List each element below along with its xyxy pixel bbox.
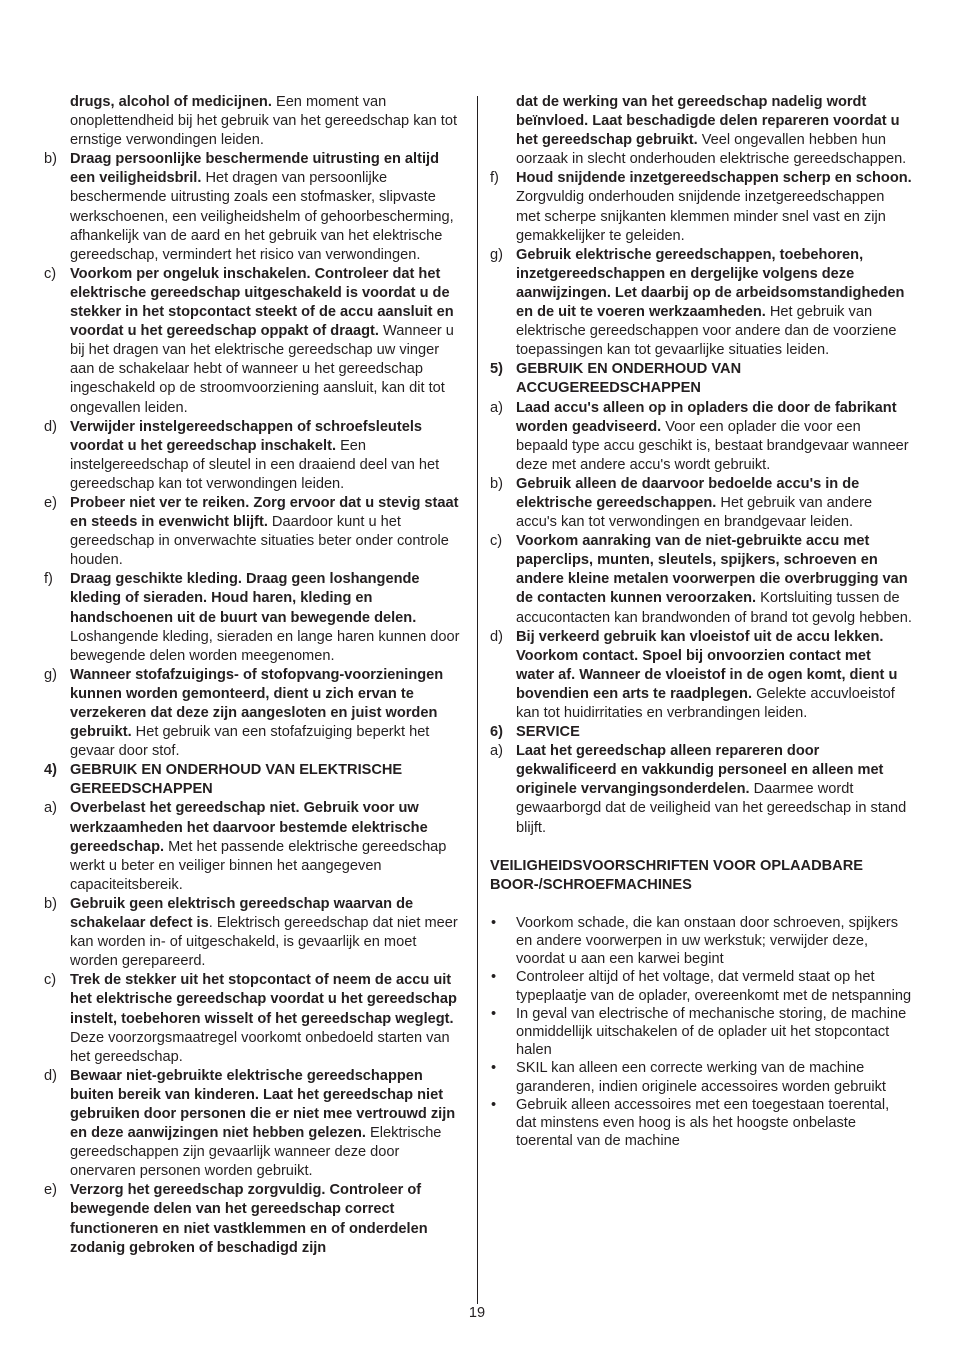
right-column bbox=[490, 93, 912, 1150]
item-emphasis: Wanneer stofafzuigings- of stofopvang-voorzieningen kunnen worden gemonteerd, dient u zich ervan te verzekeren dat deze zijn aangesloten en juist worden gebruikt. bbox=[70, 666, 444, 741]
item-emphasis: Houd snijdende inzetgereedschappen scherp en schoon. bbox=[516, 170, 912, 187]
item-label: e) bbox=[44, 494, 57, 511]
item-text: Het gebruik van andere accu's kan tot verwondingen en brandgevaar leiden. bbox=[516, 494, 873, 531]
list-item bbox=[44, 666, 466, 761]
item-emphasis: Overbelast het gereedschap niet. Gebruik voor uw werkzaamheden het daarvoor bestemde elektrische gereedschap. bbox=[70, 800, 428, 855]
section-heading bbox=[490, 360, 912, 398]
item-label: d) bbox=[44, 1067, 57, 1084]
bullet-text: Controleer altijd of het voltage, dat vermeld staat op het typeplaatje van de oplader, overeenkomt met de netspanning bbox=[516, 969, 912, 1004]
item-emphasis: Draag geschikte kleding. Draag geen loshangende kleding of sieraden. Houd haren, kleding en handschoenen uit de buurt van bewegende delen. bbox=[70, 571, 420, 626]
list-item bbox=[44, 895, 466, 971]
bullet-icon: • bbox=[491, 1005, 497, 1022]
item-emphasis: Probeer niet ver te reiken. Zorg ervoor dat u stevig staat en steeds in evenwicht blijft. bbox=[70, 494, 459, 531]
item-emphasis: Laad accu's alleen op in opladers die door de fabrikant worden geadviseerd. bbox=[516, 399, 897, 435]
bullet-list bbox=[490, 914, 912, 1151]
item-label: b) bbox=[44, 895, 57, 912]
item-text: . Elektrisch gereedschap dat niet meer kan worden in- of uitgeschakeld, is gevaarlijk en moet worden gerepareerd. bbox=[70, 915, 458, 970]
list-item bbox=[490, 246, 912, 361]
item-emphasis: Gebruik elektrische gereedschappen, toebehoren, inzetgereedschappen en dergelijke volgens deze aanwijzingen. Let daarbij op de arbeidsomstandigheden en de uit te voeren werkzaamheden. bbox=[516, 246, 905, 321]
item-label: 5) bbox=[490, 361, 503, 378]
item-text: Kortsluiting tussen de accucontacten kan brandwonden of brand tot gevolg hebben. bbox=[516, 590, 912, 626]
item-label: a) bbox=[44, 800, 57, 817]
item-emphasis: drugs, alcohol of medicijnen. bbox=[70, 94, 272, 110]
bullet-item bbox=[490, 1096, 912, 1151]
item-label: d) bbox=[44, 418, 57, 435]
item-text: Veel ongevallen hebben hun oorzaak in slecht onderhouden elektrische gereedschappen. bbox=[516, 132, 907, 168]
list-item bbox=[490, 475, 912, 532]
item-emphasis: SERVICE bbox=[516, 724, 580, 741]
bullet-text: Voorkom schade, die kan onstaan door schroeven, spijkers en andere voorwerpen in uw werkstuk; verwijder deze, voordat u aan een karwei begint bbox=[516, 914, 899, 968]
left-column bbox=[44, 93, 466, 1258]
list-item bbox=[490, 532, 912, 627]
item-text: Een moment van onoplettendheid bij het gebruik van het gereedschap kan tot ernstige verwondingen leiden. bbox=[70, 94, 458, 149]
item-emphasis: Laat het gereedschap alleen repareren door gekwalificeerd en vakkundig personeel en alleen met originele vervangingsonderdelen. bbox=[516, 743, 884, 798]
item-text: Loshangende kleding, sieraden en lange haren kunnen door bewegende delen worden meegenomen. bbox=[70, 628, 460, 664]
item-label: a) bbox=[490, 399, 503, 416]
list-item bbox=[44, 93, 466, 150]
list-item bbox=[44, 570, 466, 665]
item-emphasis: Bewaar niet-gebruikte elektrische gereedschappen buiten bereik van kinderen. Laat het gereedschap niet gebruiken door personen die er niet mee vertrouwd zijn en deze aanwijzingen niet hebben gelezen. bbox=[70, 1067, 456, 1142]
item-label: g) bbox=[44, 666, 57, 683]
item-emphasis: Voorkom per ongeluk inschakelen. Controleer dat het elektrische gereedschap uitgeschakeld is voordat u de stekker in het stopcontact steekt of de accu aansluit en voordat u het gereedschap oppakt of draagt. bbox=[70, 265, 454, 340]
item-label: e) bbox=[44, 1182, 57, 1199]
item-text: Elektrische gereedschappen zijn gevaarlijk wanneer deze door onervaren personen worden gebruikt. bbox=[70, 1125, 442, 1180]
list-item bbox=[490, 628, 912, 723]
list-item bbox=[44, 1181, 466, 1257]
item-label: b) bbox=[490, 475, 503, 492]
bullet-item bbox=[490, 914, 912, 969]
bullet-text: In geval van electrische of mechanische storing, de machine onmiddellijk uitschakelen of de oplader uit het stopcontact halen bbox=[516, 1005, 907, 1059]
list-item bbox=[44, 799, 466, 894]
bullet-item bbox=[490, 1059, 912, 1095]
item-emphasis: Verzorg het gereedschap zorgvuldig. Controleer of bewegende delen van het gereedschap correct functioneren en niet vastklemmen en of onderdelen zodanig gebroken of beschadigd zijn bbox=[70, 1182, 428, 1256]
bullet-item bbox=[490, 1005, 912, 1060]
item-label: g) bbox=[490, 246, 503, 263]
item-emphasis: Verwijder instelgereedschappen of schroefsleutels voordat u het gereedschap inschakelt. bbox=[70, 418, 422, 454]
bullet-icon: • bbox=[491, 1060, 497, 1077]
item-label: c) bbox=[490, 533, 503, 550]
page-number: 19 bbox=[468, 1305, 486, 1321]
item-label: 6) bbox=[490, 724, 503, 741]
column-divider bbox=[477, 96, 478, 1304]
item-text: Met het passende elektrische gereedschap werkt u beter en veiliger binnen het aangegeven capaciteitsbereik. bbox=[70, 838, 447, 893]
section-heading bbox=[44, 761, 466, 799]
list-item bbox=[490, 93, 912, 169]
bullet-item bbox=[490, 968, 912, 1004]
item-text: Het dragen van persoonlijke beschermende uitrusting zoals een stofmasker, slipvaste werkschoenen, een veiligheidshelm of gehoorbescherming, afhankelijk van de aard en het gebruik van het elektrische gereedschap, vermindert het risico van verwondingen. bbox=[70, 170, 454, 263]
list-item bbox=[490, 742, 912, 837]
item-label: c) bbox=[44, 265, 57, 282]
item-emphasis: GEBRUIK EN ONDERHOUD VAN ACCUGEREEDSCHAPPEN bbox=[516, 361, 742, 397]
item-text: Deze voorzorgsmaatregel voorkomt onbedoeld starten van het gereedschap. bbox=[70, 1029, 450, 1065]
item-text: Het gebruik van elektrische gereedschappen voor andere dan de voorziene toepassingen kan tot gevaarlijke situaties leiden. bbox=[516, 304, 897, 359]
item-emphasis: Voorkom aanraking van de niet-gebruikte accu met paperclips, munten, sleutels, spijkers, schroeven en andere kleine metalen voorwerpen die overbrugging van de contacten kunnen veroorzaken. bbox=[516, 533, 908, 607]
item-label: b) bbox=[44, 151, 57, 168]
item-text: Daarmee wordt gewaarborgd dat de veiligheid van het gereedschap in stand blijft. bbox=[516, 781, 907, 836]
list-item bbox=[490, 399, 912, 475]
item-emphasis: Gebruik alleen de daarvoor bedoelde accu's in de elektrische gereedschappen. bbox=[516, 475, 860, 511]
item-text: Wanneer u bij het dragen van het elektrische gereedschap uw vinger aan de schakelaar hebt of wanneer u het gereedschap ingeschakeld op de stroomvoorziening aansluit, kan dit tot ongevallen leiden. bbox=[70, 323, 454, 416]
bullet-text: SKIL kan alleen een correcte werking van de machine garanderen, indien originele accessoires worden gebruikt bbox=[516, 1060, 886, 1095]
item-emphasis: GEBRUIK EN ONDERHOUD VAN ELEKTRISCHE GEREEDSCHAPPEN bbox=[70, 762, 403, 798]
item-emphasis: Gebruik geen elektrisch gereedschap waarvan de schakelaar defect is bbox=[70, 895, 414, 932]
item-emphasis: dat de werking van het gereedschap nadelig wordt beïnvloed. Laat beschadigde delen repareren voordat u het gereedschap gebruikt. bbox=[516, 94, 900, 149]
item-label: d) bbox=[490, 628, 503, 645]
list-item bbox=[44, 971, 466, 1066]
item-emphasis: Bij verkeerd gebruik kan vloeistof uit de accu lekken. Voorkom contact. Spoel bij onvoorzien contact met water af. Wanneer de vloeistof in de ogen komt, dient u bovendien een arts te raadplegen. bbox=[516, 628, 898, 702]
bullet-text: Gebruik alleen accessoires met een toegestaan toerental, dat minstens even hoog is als het hoogste onbelaste toerental van de machine bbox=[516, 1096, 890, 1150]
item-label: f) bbox=[490, 170, 499, 187]
right-items bbox=[490, 93, 912, 838]
item-text: Gelekte accuvloeistof kan tot huidirritaties en verbrandingen leiden. bbox=[516, 685, 895, 721]
bullet-icon: • bbox=[491, 969, 497, 986]
list-item bbox=[490, 169, 912, 245]
list-item bbox=[44, 265, 466, 418]
item-label: a) bbox=[490, 743, 503, 760]
item-text: Een instelgereedschap of sleutel in een draaiend deel van het gereedschap kan tot verwondingen leiden. bbox=[70, 437, 440, 492]
list-item bbox=[44, 494, 466, 570]
bullet-icon: • bbox=[491, 1096, 497, 1113]
item-text: Zorgvuldig onderhouden snijdende inzetgereedschappen met scherpe snijkanten klemmen minder snel vast en zijn gemakkelijker te geleiden. bbox=[516, 189, 886, 244]
item-text: Het gebruik van een stofafzuiging beperkt het gevaar door stof. bbox=[70, 724, 430, 760]
item-text: Daardoor kunt u het gereedschap in onverwachte situaties beter onder controle houden. bbox=[70, 514, 449, 569]
item-label: 4) bbox=[44, 762, 57, 779]
item-emphasis: Trek de stekker uit het stopcontact of neem de accu uit het elektrische gereedschap voordat u het gereedschap instelt, toebehoren wisselt of het gereedschap weglegt. bbox=[70, 972, 457, 1027]
item-text: Voor een oplader die voor een bepaald type accu geschikt is, bestaat brandgevaar wanneer deze met andere accu's wordt gebruikt. bbox=[516, 418, 909, 473]
bullet-icon: • bbox=[491, 914, 497, 931]
list-item bbox=[44, 150, 466, 265]
list-item bbox=[44, 1067, 466, 1182]
item-label: f) bbox=[44, 571, 53, 588]
safety-heading: VEILIGHEIDSVOORSCHRIFTEN VOOR OPLAADBARE BOOR-/SCHROEFMACHINES bbox=[490, 857, 863, 893]
item-label: c) bbox=[44, 972, 57, 989]
item-emphasis: Draag persoonlijke beschermende uitrusting en altijd een veiligheidsbril. bbox=[70, 151, 439, 187]
section-heading bbox=[490, 723, 912, 742]
list-item bbox=[44, 418, 466, 494]
